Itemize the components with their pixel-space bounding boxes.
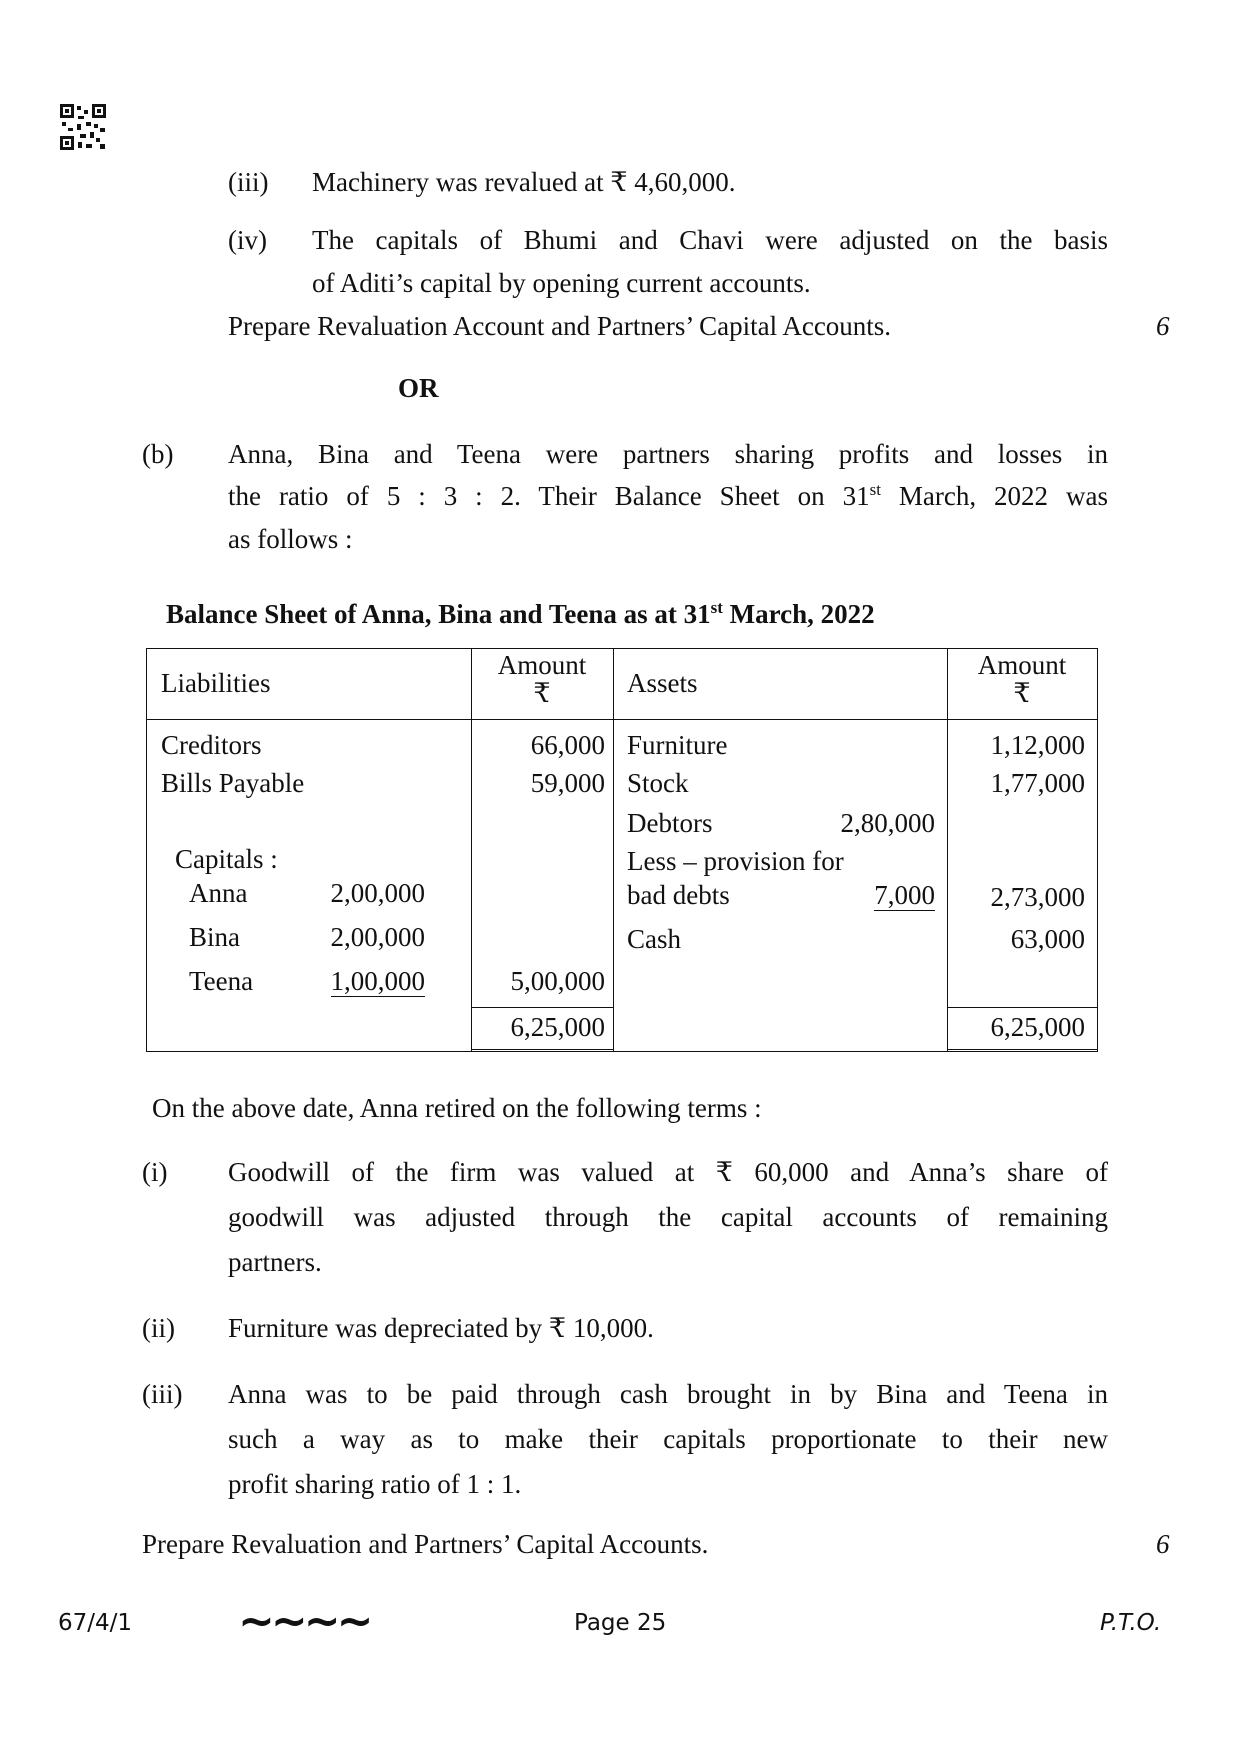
page-number: Page 25	[574, 1610, 667, 1636]
rupee-symbol: ₹	[1013, 678, 1031, 708]
instruction-text: Prepare Revaluation and Partners’ Capital Accounts.	[142, 1529, 709, 1559]
liability-amount: 59,000	[530, 768, 605, 798]
liability-amount: 66,000	[530, 730, 605, 760]
question-text: Anna, Bina and Teena were partners sharing profits and losses in	[228, 439, 1108, 469]
partner-capital: 2,00,000	[330, 922, 425, 952]
asset-amount: 2,73,000	[990, 882, 1085, 912]
term-text: Furniture was depreciated by ₹ 10,000.	[228, 1313, 654, 1343]
paper-code: 67/4/1	[58, 1610, 133, 1636]
term-number: (iii)	[142, 1379, 183, 1409]
term-number: (i)	[142, 1157, 168, 1187]
marks: 6	[1156, 1529, 1170, 1559]
partner-name: Bina	[189, 922, 240, 952]
asset-amount: 1,12,000	[990, 730, 1085, 760]
header-amount: Amount	[977, 650, 1067, 680]
partner-capital: 1,00,000	[330, 966, 425, 996]
partner-name: Anna	[189, 878, 248, 908]
pto-text: P.T.O.	[1100, 1610, 1162, 1636]
item-text: Machinery was revalued at ₹ 4,60,000.	[312, 167, 736, 197]
instruction-text: Prepare Revaluation Account and Partners’ Capital Accounts.	[228, 311, 892, 341]
asset-label: Less – provision for	[627, 846, 844, 876]
tilde-mark: ~~~~	[238, 1596, 370, 1647]
term-number: (ii)	[142, 1313, 175, 1343]
asset-amount: 1,77,000	[990, 768, 1085, 798]
provision-wrap	[847, 877, 935, 913]
capitals-total: 5,00,000	[510, 966, 605, 996]
debtors-gross: 2,80,000	[840, 808, 935, 838]
term-text: Goodwill of the firm was valued at ₹ 60,000 and Anna’s share of	[228, 1157, 1108, 1187]
header-liabilities: Liabilities	[161, 668, 271, 698]
provision-amount: 7,000	[874, 880, 935, 910]
balance-sheet-table	[146, 648, 1098, 1052]
item-text: of Aditi’s capital by opening current accounts.	[312, 268, 811, 298]
question-text: the ratio of 5 : 3 : 2. Their Balance Sheet on 31st March, 2022 was	[228, 480, 1108, 511]
terms-intro: On the above date, Anna retired on the following terms :	[152, 1093, 762, 1123]
partner-capital: 2,00,000	[330, 878, 425, 908]
rupee-symbol: ₹	[533, 678, 551, 708]
liability-label: Creditors	[161, 730, 262, 760]
asset-label: Debtors	[627, 808, 713, 838]
or-separator: OR	[398, 373, 439, 403]
header-assets: Assets	[627, 668, 698, 698]
qr-code-icon	[60, 104, 106, 150]
asset-amount: 63,000	[1010, 924, 1085, 954]
header-amount: Amount	[497, 650, 587, 680]
marks: 6	[1156, 311, 1170, 341]
partner-name: Teena	[189, 966, 254, 996]
liabilities-total: 6,25,000	[510, 1012, 605, 1042]
term-text: Anna was to be paid through cash brought in by Bina and Teena in	[228, 1379, 1108, 1409]
term-text: goodwill was adjusted through the capital accounts of remaining	[228, 1202, 1108, 1232]
asset-label: Cash	[627, 924, 681, 954]
part-label: (b)	[142, 439, 174, 469]
asset-label: bad debts	[627, 880, 730, 910]
question-text: as follows :	[228, 524, 353, 554]
asset-label: Stock	[627, 768, 689, 798]
capitals-label: Capitals :	[175, 844, 278, 874]
asset-label: Furniture	[627, 730, 728, 760]
balance-sheet-title: Balance Sheet of Anna, Bina and Teena as at 31st March, 2022	[166, 598, 875, 629]
item-number: (iii)	[228, 167, 269, 197]
assets-total: 6,25,000	[990, 1012, 1085, 1042]
item-text: The capitals of Bhumi and Chavi were adjusted on the basis	[312, 225, 1108, 255]
liability-label: Bills Payable	[161, 768, 305, 798]
term-text: partners.	[228, 1247, 322, 1277]
term-text: profit sharing ratio of 1 : 1.	[228, 1469, 522, 1499]
item-number: (iv)	[228, 225, 267, 255]
partner-capital-wrap	[323, 963, 425, 999]
term-text: such a way as to make their capitals proportionate to their new	[228, 1424, 1108, 1454]
